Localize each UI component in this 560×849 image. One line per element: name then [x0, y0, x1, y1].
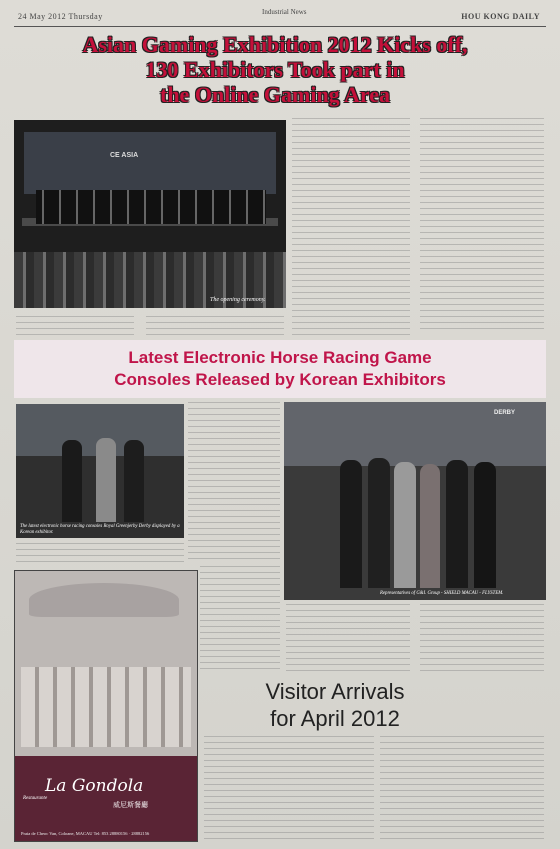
headline-line-3: the Online Gaming Area — [160, 82, 390, 107]
headline-line-2: 130 Exhibitors Took part in — [145, 57, 405, 82]
advert-banner — [15, 756, 197, 841]
derby-sign: DERBY — [494, 410, 516, 416]
newspaper-logo: HOU KONG DAILY — [461, 12, 540, 21]
headline2-line-1: Latest Electronic Horse Racing Game — [128, 348, 432, 367]
restaurant-photo — [15, 571, 197, 756]
korean-article-col-2 — [188, 402, 280, 562]
terrace-chairs — [21, 667, 191, 747]
photo2-caption: The latest electronic horse racing consoles Royal Greenjerby Derby displayed by a Korean exhibitor. — [20, 524, 180, 535]
shield-article-col-1 — [286, 604, 410, 672]
group-person-1 — [340, 460, 362, 588]
photo-caption: The opening ceremony. — [210, 297, 266, 303]
stage-backdrop — [24, 132, 276, 194]
article-column-3 — [292, 118, 410, 338]
article-column-4 — [420, 118, 544, 332]
shield-article-col-2 — [420, 604, 544, 672]
photo3-caption: Representatives of G&I. Group - SHIELD MACAU - FLYSTEM. — [380, 591, 504, 596]
group-person-5 — [446, 460, 468, 588]
visitor-arrivals-headline — [210, 678, 460, 732]
ceasia-banner: CE ASIA — [110, 152, 139, 159]
visitor-article-col-2 — [380, 736, 544, 842]
visitor-article-col-1 — [204, 736, 374, 842]
la-gondola-logo: La Gondola — [45, 776, 144, 796]
exhibitor-1 — [62, 440, 82, 522]
restaurante-label: Restaurante — [23, 796, 48, 801]
exhibitor-3 — [124, 440, 144, 522]
exhibitor-2 — [96, 438, 116, 522]
article-column-1 — [16, 316, 134, 336]
main-headline — [40, 32, 510, 107]
korean-article-col-3 — [200, 566, 280, 672]
group-person-4 — [420, 464, 440, 588]
page-header — [14, 8, 546, 27]
horse-racing-headline — [14, 347, 546, 391]
visitor-line-1: Visitor Arrivals — [265, 679, 405, 704]
group-person-3 — [394, 462, 416, 588]
headline2-line-2: Consoles Released by Korean Exhibitors — [114, 370, 446, 389]
advert-footer: Praia de Cheoc Van, Coloane, MACAU Tel: 853 28880156 · 28882156 — [21, 831, 150, 836]
group-person-6 — [474, 462, 496, 588]
umbrella — [29, 583, 179, 617]
la-gondola-advert — [14, 570, 198, 842]
opening-ceremony-photo — [14, 120, 286, 308]
group-person-2 — [368, 458, 390, 588]
article-column-2 — [146, 316, 284, 336]
section-name: Industrial News — [262, 8, 307, 16]
korean-article-col-1 — [16, 543, 184, 563]
stage-people — [36, 190, 266, 224]
la-gondola-chinese: 威尼斯餐廳 — [113, 801, 148, 809]
visitor-line-2: for April 2012 — [270, 706, 400, 731]
shield-macau-photo — [284, 402, 546, 600]
issue-date: 24 May 2012 Thursday — [18, 12, 103, 21]
headline-line-1: Asian Gaming Exhibition 2012 Kicks off, — [82, 32, 468, 57]
horse-racing-photo — [16, 404, 184, 538]
